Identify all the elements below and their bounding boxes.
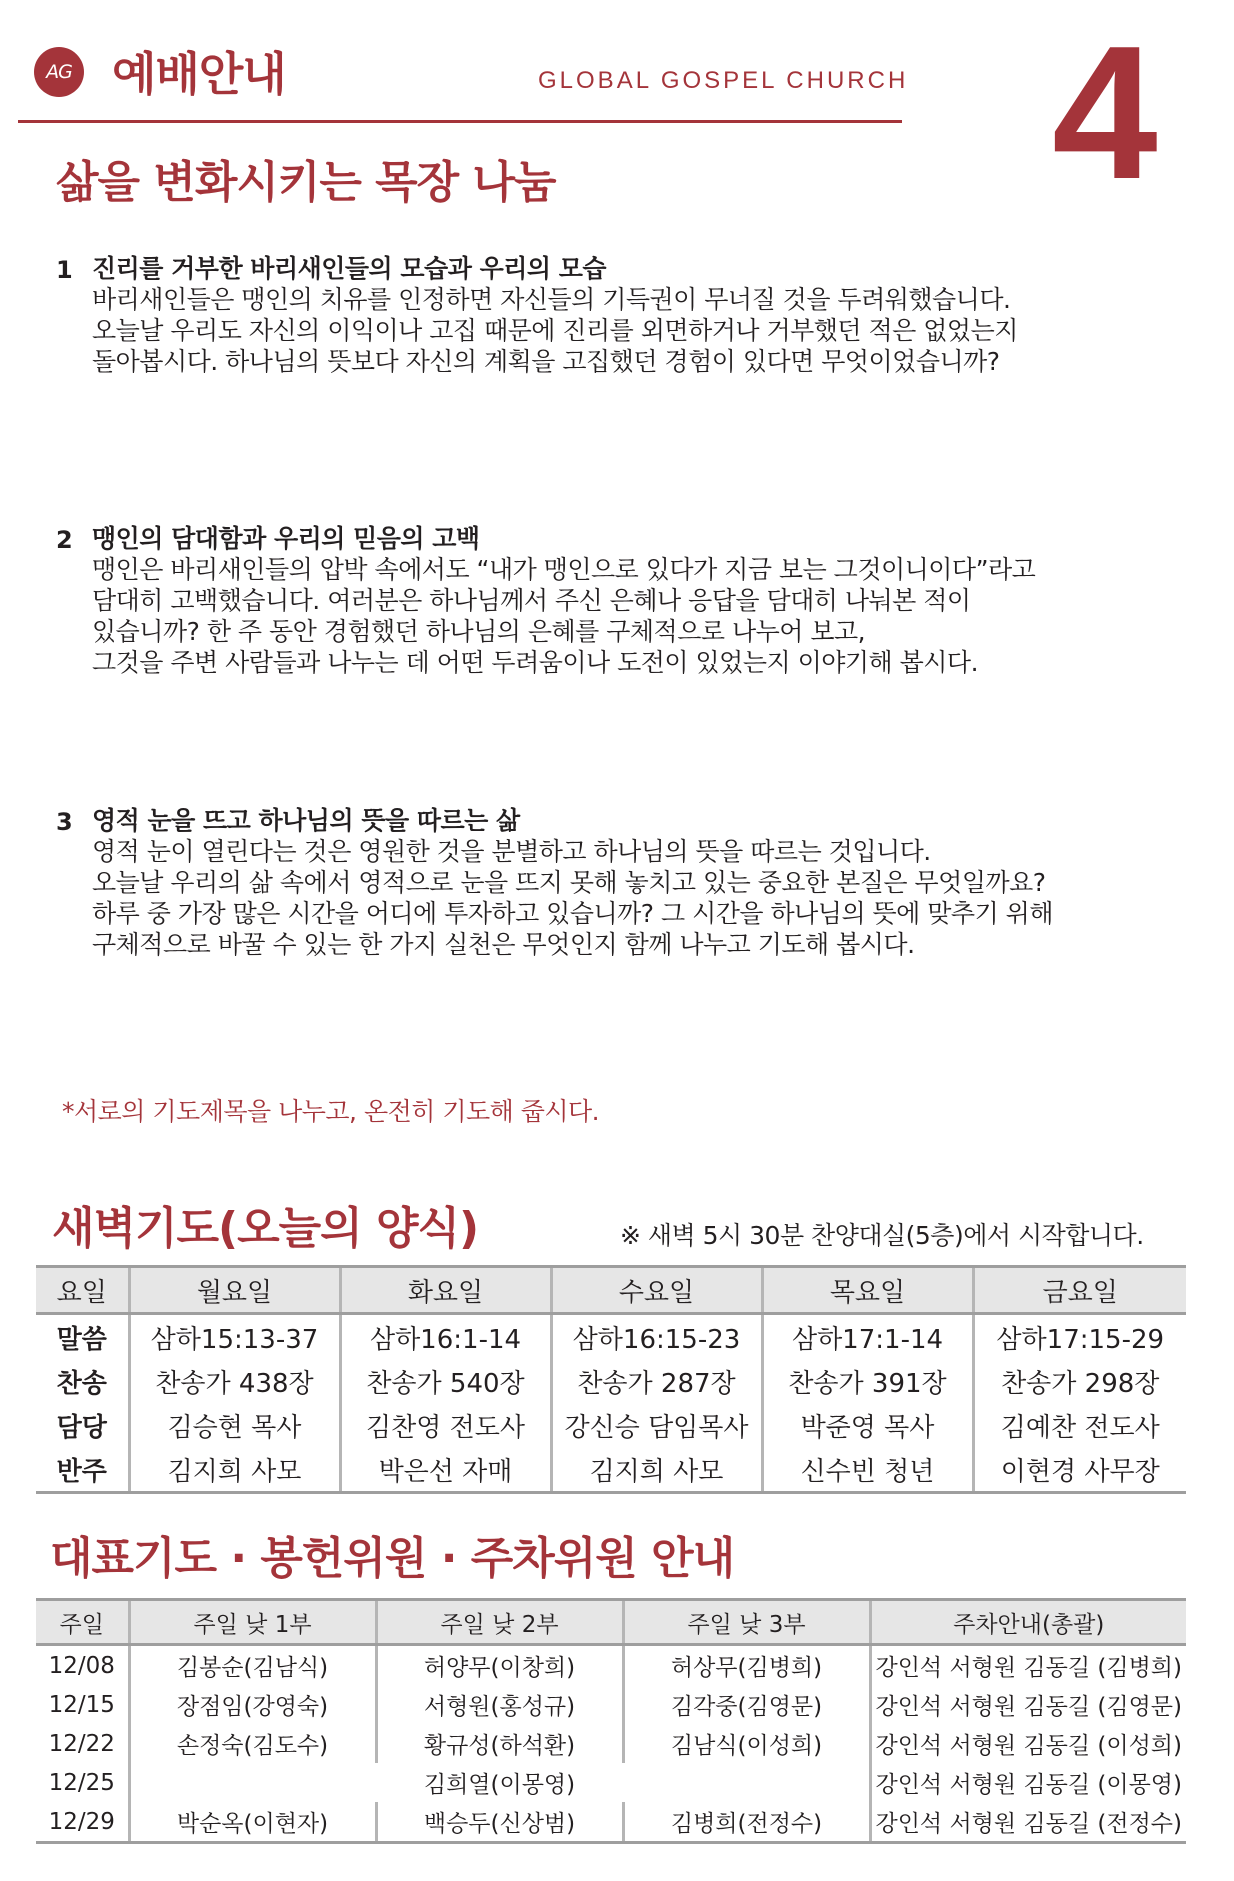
row-label: 반주 [36, 1447, 129, 1493]
date-cell: 12/15 [48, 1691, 115, 1718]
row-label: 찬송 [56, 1368, 107, 1399]
table-row [36, 1447, 1186, 1493]
table-cell: 손정숙(김도수) [129, 1724, 376, 1763]
question-number: 1 [56, 256, 73, 284]
table-cell: 삼하17:15-29 [973, 1314, 1186, 1360]
table-cell: 김지희 사모 [551, 1447, 762, 1493]
table-cell: 김각중(김영문) [623, 1685, 870, 1724]
header-cell: 주일 낮 3부 [623, 1600, 870, 1645]
question-line: 영적 눈이 열린다는 것은 영원한 것을 분별하고 하나님의 뜻을 따르는 것입니다. [92, 837, 931, 866]
table-cell: 김지희 사모 [129, 1447, 340, 1493]
duty-table [36, 1598, 1186, 1844]
table-cell: 김예찬 전도사 [973, 1403, 1186, 1447]
header-cell: 주일 [36, 1600, 129, 1645]
table-cell: 찬송가 391장 [762, 1359, 973, 1403]
question-line: 그것을 주변 사람들과 나누는 데 어떤 두려움이나 도전이 있었는지 이야기해 봅시다. [92, 648, 979, 677]
table-row [36, 1802, 1186, 1843]
table-cell: 삼하17:1-14 [762, 1314, 973, 1360]
dawn-prayer-note: ※ 새벽 5시 30분 찬양대실(5층)에서 시작합니다. [620, 1221, 1144, 1250]
table-row [36, 1685, 1186, 1724]
question-number: 3 [56, 808, 73, 836]
question-line: 오늘날 우리도 자신의 이익이나 고집 때문에 진리를 외면하거나 거부했던 적은 없었는지 [92, 316, 1018, 345]
parking-cell: 강인석 서형원 김동길 (이몽영) [870, 1763, 1186, 1802]
parking-cell: 강인석 서형원 김동길 (김병희) [870, 1645, 1186, 1686]
header-cell: 요일 [36, 1267, 129, 1314]
table-cell: 박준영 목사 [762, 1403, 973, 1447]
question-3 [56, 806, 1176, 960]
table-cell: 찬송가 287장 [551, 1359, 762, 1403]
date-cell: 12/29 [36, 1802, 129, 1843]
date-cell: 12/08 [48, 1652, 115, 1679]
prayer-note: *서로의 기도제목을 나누고, 온전히 기도해 줍시다. [62, 1097, 600, 1126]
table-header-row [36, 1267, 1186, 1314]
question-line: 맹인은 바리새인들의 압박 속에서도 “내가 맹인으로 있다가 지금 보는 그것이니이다”라고 [92, 555, 1036, 584]
table-cell: 박은선 자매 [340, 1447, 551, 1493]
table-cell: 허양무(이창희) [376, 1645, 623, 1686]
question-1 [56, 254, 1176, 377]
question-title: 영적 눈을 뜨고 하나님의 뜻을 따르는 삶 [92, 806, 520, 835]
table-cell: 황규성(하석환) [376, 1724, 623, 1763]
table-row [36, 1403, 1186, 1447]
duty-title: 대표기도 · 봉헌위원 · 주차위원 안내 [50, 1533, 735, 1584]
parking-cell: 강인석 서형원 김동길 (전정수) [870, 1802, 1186, 1843]
header-cell: 화요일 [340, 1267, 551, 1314]
table-cell: 장점임(강영숙) [129, 1685, 376, 1724]
question-body [92, 554, 1176, 678]
table-cell: 삼하15:13-37 [129, 1314, 340, 1360]
table-cell: 김남식(이성희) [623, 1724, 870, 1763]
table-cell: 서형원(홍성규) [376, 1685, 623, 1724]
question-body [92, 284, 1176, 377]
table-row [36, 1645, 1186, 1686]
table-cell: 찬송가 540장 [340, 1359, 551, 1403]
sharing-title: 삶을 변화시키는 목장 나눔 [56, 157, 556, 208]
row-label: 말씀 [56, 1324, 107, 1355]
question-line: 하루 중 가장 많은 시간을 어디에 투자하고 있습니까? 그 시간을 하나님의 뜻에 맞추기 위해 [92, 899, 1053, 928]
table-row [36, 1359, 1186, 1403]
table-row [36, 1314, 1186, 1360]
question-line: 구체적으로 바꿀 수 있는 한 가지 실천은 무엇인지 함께 나누고 기도해 봅시다. [92, 930, 915, 959]
table-row [36, 1763, 1186, 1802]
table-cell: 강신승 담임목사 [551, 1403, 762, 1447]
table-cell: 박순옥(이현자) [129, 1802, 376, 1843]
parking-cell: 강인석 서형원 김동길 (김영문) [870, 1685, 1186, 1724]
table-header-row [36, 1600, 1186, 1645]
question-line: 담대히 고백했습니다. 여러분은 하나님께서 주신 은혜나 응답을 담대히 나눠본 적이 [92, 586, 971, 615]
table-cell: 김병희(전정수) [623, 1802, 870, 1843]
question-number: 2 [56, 526, 73, 554]
logo-text: AG [46, 61, 72, 83]
header-cell: 주일 낮 1부 [129, 1600, 376, 1645]
header-cell: 금요일 [973, 1267, 1186, 1314]
question-title: 맹인의 담대함과 우리의 믿음의 고백 [92, 524, 480, 553]
question-line: 바리새인들은 맹인의 치유를 인정하면 자신들의 기득권이 무너질 것을 두려워했습니다. [92, 285, 1011, 314]
header-divider [18, 120, 902, 123]
header-cell: 월요일 [129, 1267, 340, 1314]
table-cell: 백승두(신상범) [376, 1802, 623, 1843]
table-cell: 신수빈 청년 [762, 1447, 973, 1493]
table-cell: 찬송가 298장 [973, 1359, 1186, 1403]
dawn-prayer-table [36, 1265, 1186, 1494]
table-cell: 이현경 사무장 [973, 1447, 1186, 1493]
table-cell: 허상무(김병희) [623, 1645, 870, 1686]
question-line: 오늘날 우리의 삶 속에서 영적으로 눈을 뜨지 못해 놓치고 있는 중요한 본질은 무엇일까요? [92, 868, 1046, 897]
header-cell: 주차안내(총괄) [870, 1600, 1186, 1645]
question-line: 돌아봅시다. 하나님의 뜻보다 자신의 계획을 고집했던 경험이 있다면 무엇이었습니까? [92, 347, 1000, 376]
row-label: 담당 [56, 1412, 107, 1443]
church-name: GLOBAL GOSPEL CHURCH [538, 67, 909, 94]
table-cell: 김승현 목사 [129, 1403, 340, 1447]
table-cell: 삼하16:1-14 [340, 1314, 551, 1360]
church-logo [34, 47, 84, 97]
page-number: 4 [1052, 7, 1158, 219]
table-cell: 찬송가 438장 [129, 1359, 340, 1403]
question-2 [56, 524, 1176, 678]
parking-cell: 강인석 서형원 김동길 (이성희) [870, 1724, 1186, 1763]
merged-service-cell: 김희열(이몽영) [129, 1763, 870, 1802]
date-cell: 12/25 [48, 1769, 115, 1796]
header-cell: 목요일 [762, 1267, 973, 1314]
dawn-prayer-title: 새벽기도(오늘의 양식) [52, 1203, 479, 1254]
question-title: 진리를 거부한 바리새인들의 모습과 우리의 모습 [92, 254, 607, 283]
question-body [92, 836, 1176, 960]
header-cell: 주일 낮 2부 [376, 1600, 623, 1645]
page-title: 예배안내 [112, 47, 286, 101]
table-cell: 김봉순(김남식) [129, 1645, 376, 1686]
table-cell: 김찬영 전도사 [340, 1403, 551, 1447]
date-cell: 12/22 [48, 1730, 115, 1757]
header-cell: 수요일 [551, 1267, 762, 1314]
table-row [36, 1724, 1186, 1763]
question-line: 있습니까? 한 주 동안 경험했던 하나님의 은혜를 구체적으로 나누어 보고, [92, 617, 866, 646]
table-cell: 삼하16:15-23 [551, 1314, 762, 1360]
